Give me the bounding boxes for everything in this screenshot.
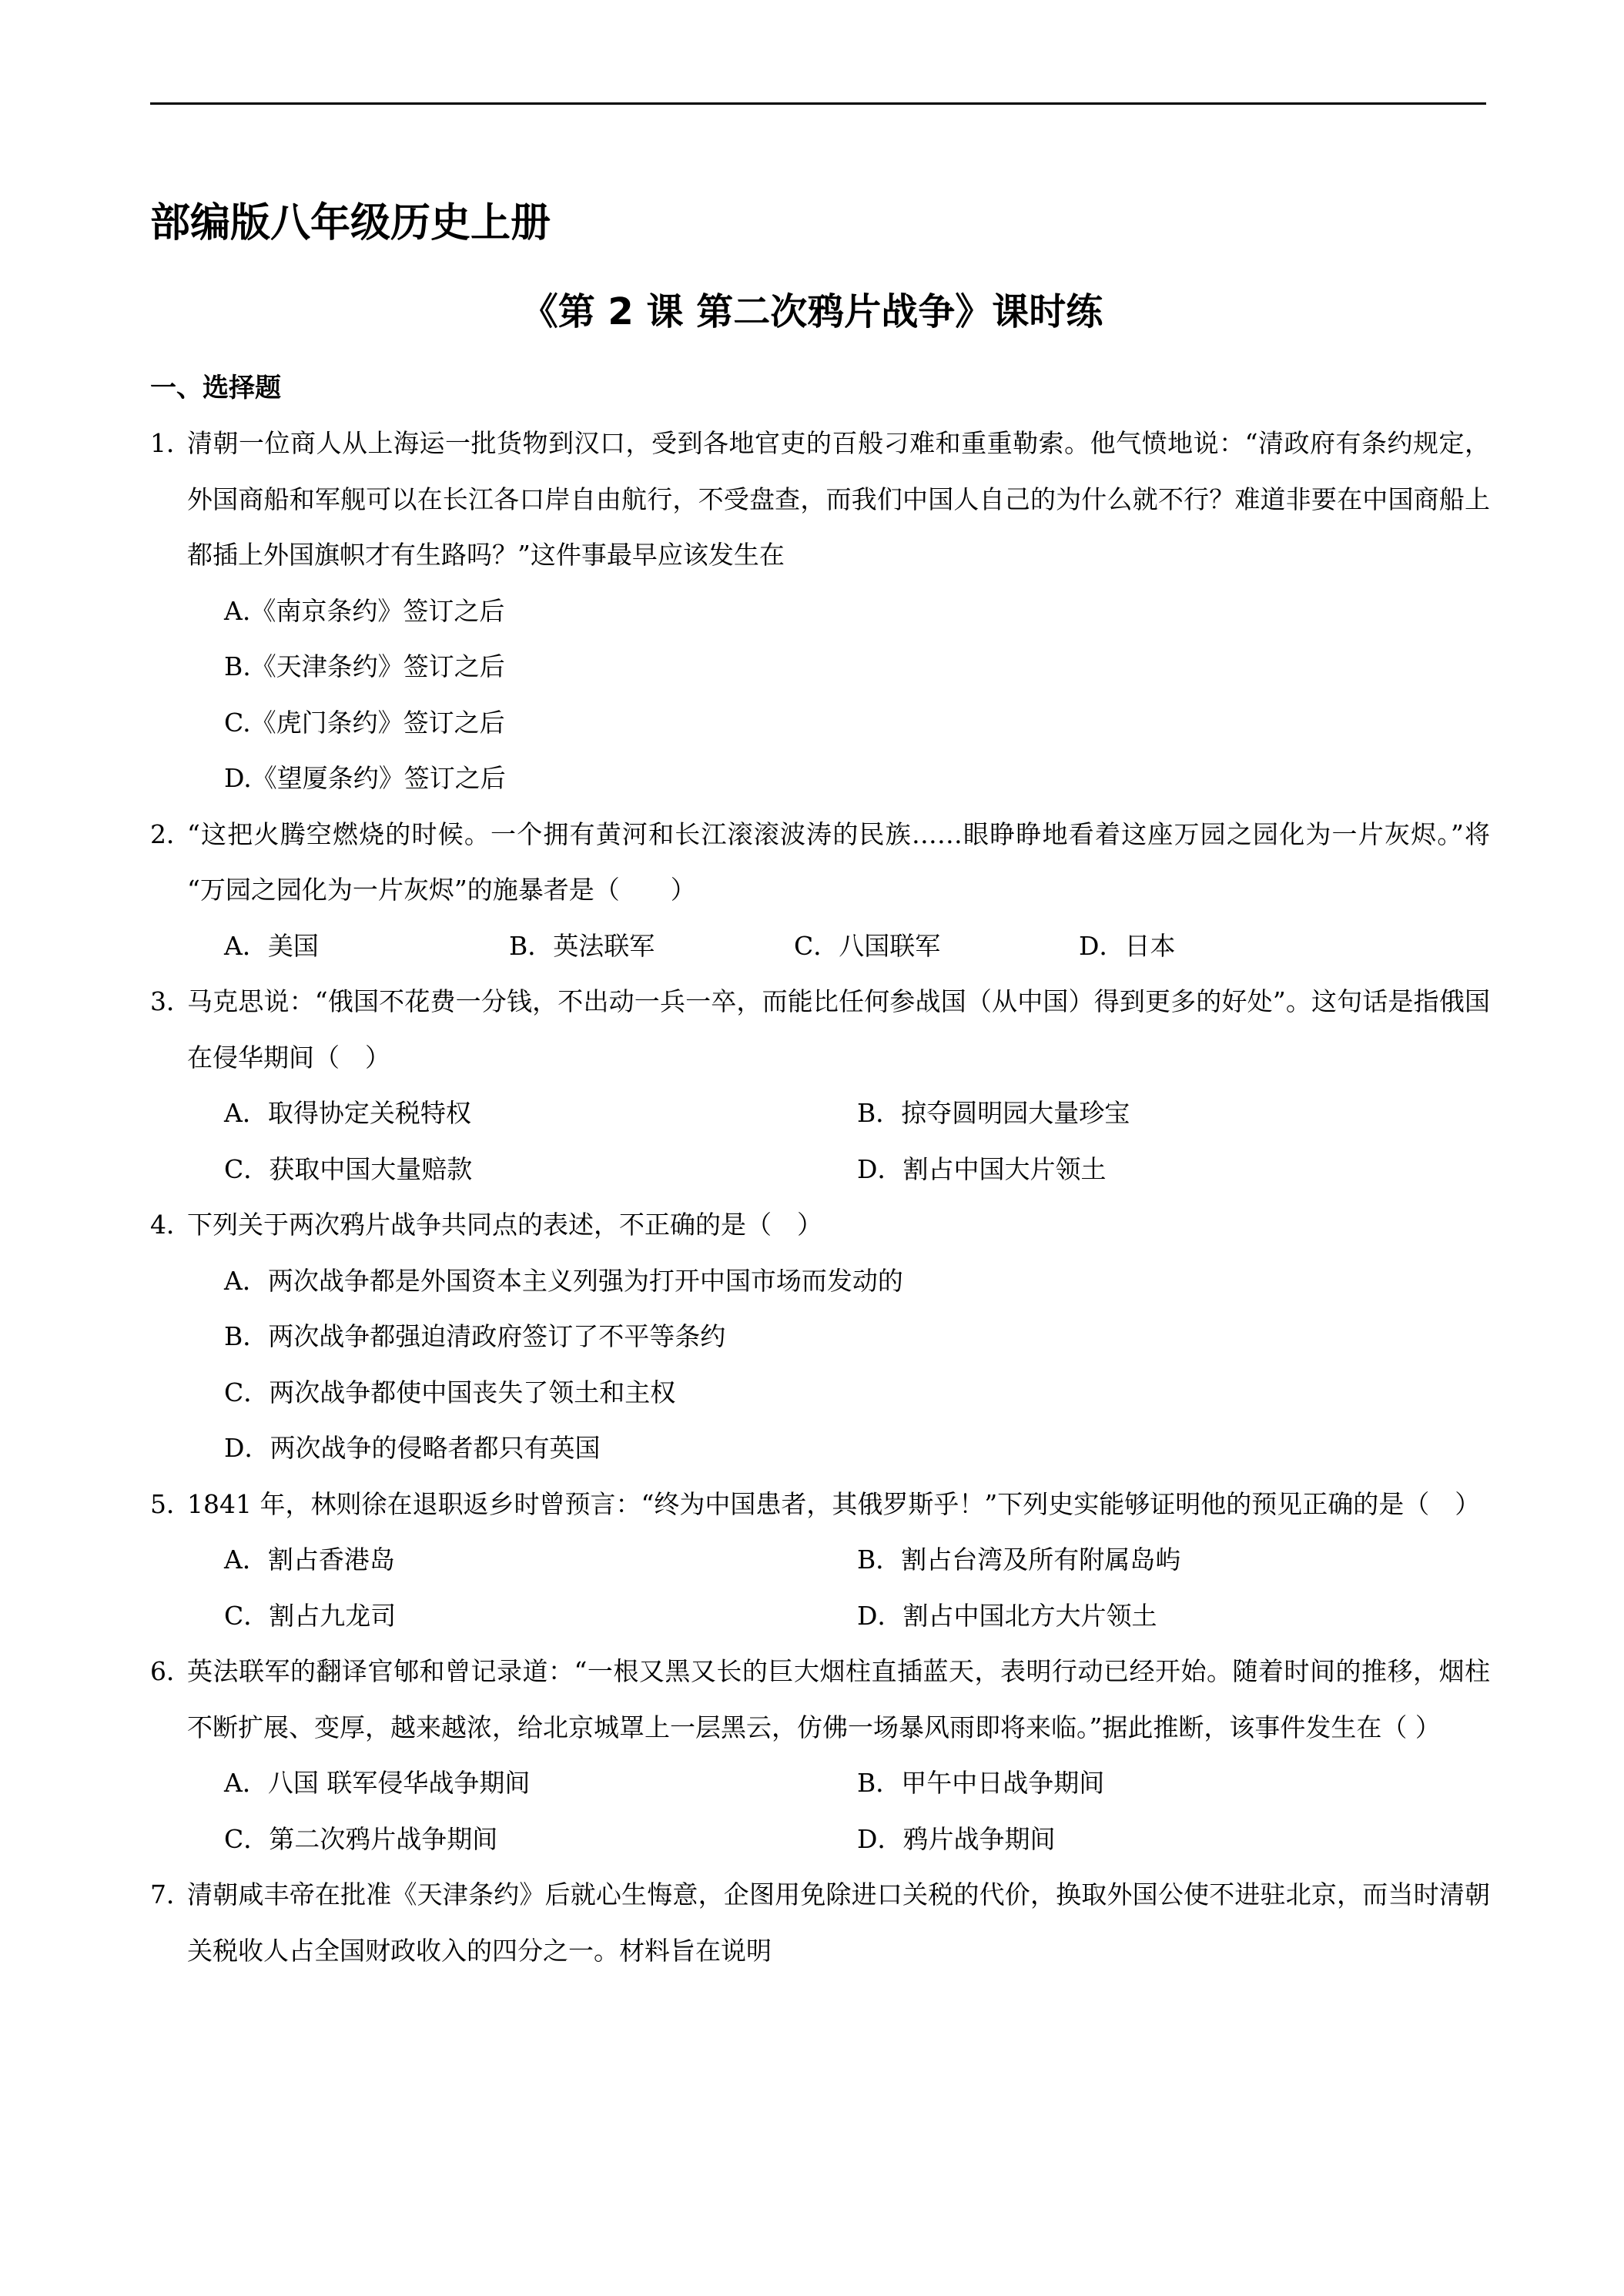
options bbox=[187, 1532, 1490, 1644]
question-number: 6． bbox=[150, 1656, 192, 1686]
question-text: 清朝咸丰帝在批准《天津条约》后就心生悔意，企图用免除进口关税的代价，换取外国公使不进驻北京，而当时清朝关税收人占全国财政收入的四分之一。材料旨在说明 bbox=[187, 1879, 1490, 1966]
option-a: A.《南京条约》签订之后 bbox=[224, 595, 505, 626]
option-c: C．获取中国大量赔款 bbox=[224, 1153, 473, 1184]
question-text: 清朝一位商人从上海运一批货物到汉口，受到各地官吏的百般刁难和重重勒索。他气愤地说：“清政府有条约规定，外国商船和军舰可以在长江各口岸自由航行，不受盘查，而我们中国人自己的为什么就不行？难道非要在中国商船上都插上外国旗帜才有生路吗？”这件事最早应该发生在 bbox=[187, 428, 1490, 570]
options bbox=[187, 1755, 1490, 1867]
question-number: 4． bbox=[150, 1210, 192, 1240]
option-d: D．割占中国北方大片领土 bbox=[857, 1600, 1157, 1631]
header-rule bbox=[150, 102, 1486, 105]
option-b: B．英法联军 bbox=[509, 930, 655, 961]
option-b: B.《天津条约》签订之后 bbox=[224, 651, 505, 681]
option-b: B．两次战争都强迫清政府签订了不平等条约 bbox=[224, 1321, 726, 1351]
option-a: A．两次战争都是外国资本主义列强为打开中国市场而发动的 bbox=[224, 1265, 903, 1296]
question-2 bbox=[150, 807, 1490, 975]
question-4 bbox=[150, 1197, 1490, 1477]
option-b: B．割占台湾及所有附属岛屿 bbox=[857, 1545, 1181, 1575]
question-list bbox=[150, 416, 1490, 1979]
option-d: D．鸦片战争期间 bbox=[857, 1823, 1056, 1854]
question-7 bbox=[150, 1867, 1490, 1979]
question-6 bbox=[150, 1644, 1490, 1867]
question-number: 3． bbox=[150, 986, 192, 1016]
option-a: A．美国 bbox=[224, 930, 319, 961]
options bbox=[187, 1086, 1490, 1197]
question-number: 2． bbox=[150, 818, 192, 849]
question-number: 7． bbox=[150, 1879, 192, 1909]
options bbox=[187, 1253, 1490, 1477]
question-1 bbox=[150, 416, 1490, 807]
question-text: 1841 年，林则徐在退职返乡时曾预言：“终为中国患者，其俄罗斯乎！”下列史实能够证明他的预见正确的是（ ） bbox=[187, 1488, 1481, 1519]
question-text: 英法联军的翻译官郇和曾记录道：“一根又黑又长的巨大烟柱直插蓝天，表明行动已经开始。随着时间的推移，烟柱不断扩展、变厚，越来越浓，给北京城罩上一层黑云，仿佛一场暴风雨即将来临。”据此推断，该事件发生在（ ） bbox=[187, 1656, 1490, 1742]
options bbox=[187, 919, 1490, 975]
option-c: C．第二次鸦片战争期间 bbox=[224, 1823, 498, 1854]
option-b: B．甲午中日战争期间 bbox=[857, 1768, 1105, 1798]
option-a: A．取得协定关税特权 bbox=[224, 1098, 471, 1128]
options bbox=[187, 584, 1490, 807]
question-text: 下列关于两次鸦片战争共同点的表述，不正确的是（ ） bbox=[187, 1210, 822, 1240]
option-b: B．掠夺圆明园大量珍宝 bbox=[857, 1098, 1130, 1128]
question-3 bbox=[150, 974, 1490, 1197]
option-c: C.《虎门条约》签订之后 bbox=[224, 707, 505, 738]
lesson-title: 《第 2 课 第二次鸦片战争》课时练 bbox=[521, 290, 1103, 333]
question-text: “这把火腾空燃烧的时候。一个拥有黄河和长江滚滚波涛的民族……眼睁睁地看着这座万园之园化为一片灰烬。”将 “万园之园化为一片灰烬”的施暴者是（ ） bbox=[187, 818, 1490, 905]
option-d: D.《望厦条约》签订之后 bbox=[224, 763, 506, 793]
option-a: A．割占香港岛 bbox=[224, 1545, 395, 1575]
section-heading: 一、选择题 bbox=[150, 373, 281, 403]
option-d: D．割占中国大片领土 bbox=[857, 1153, 1107, 1184]
question-number: 5． bbox=[150, 1488, 192, 1519]
option-d: D．日本 bbox=[1079, 930, 1176, 961]
option-c: C．割占九龙司 bbox=[224, 1600, 397, 1631]
question-number: 1． bbox=[150, 428, 192, 458]
question-text: 马克思说：“俄国不花费一分钱，不出动一兵一卒，而能比任何参战国（从中国）得到更多的好处”。这句话是指俄国在侵华期间（ ） bbox=[187, 986, 1490, 1073]
option-c: C．八国联军 bbox=[794, 930, 941, 961]
option-c: C．两次战争都使中国丧失了领土和主权 bbox=[224, 1377, 676, 1407]
document-title: 部编版八年级历史上册 bbox=[150, 200, 551, 246]
question-5 bbox=[150, 1477, 1490, 1645]
option-d: D．两次战争的侵略者都只有英国 bbox=[224, 1433, 601, 1463]
option-a: A．八国 联军侵华战争期间 bbox=[224, 1768, 531, 1798]
